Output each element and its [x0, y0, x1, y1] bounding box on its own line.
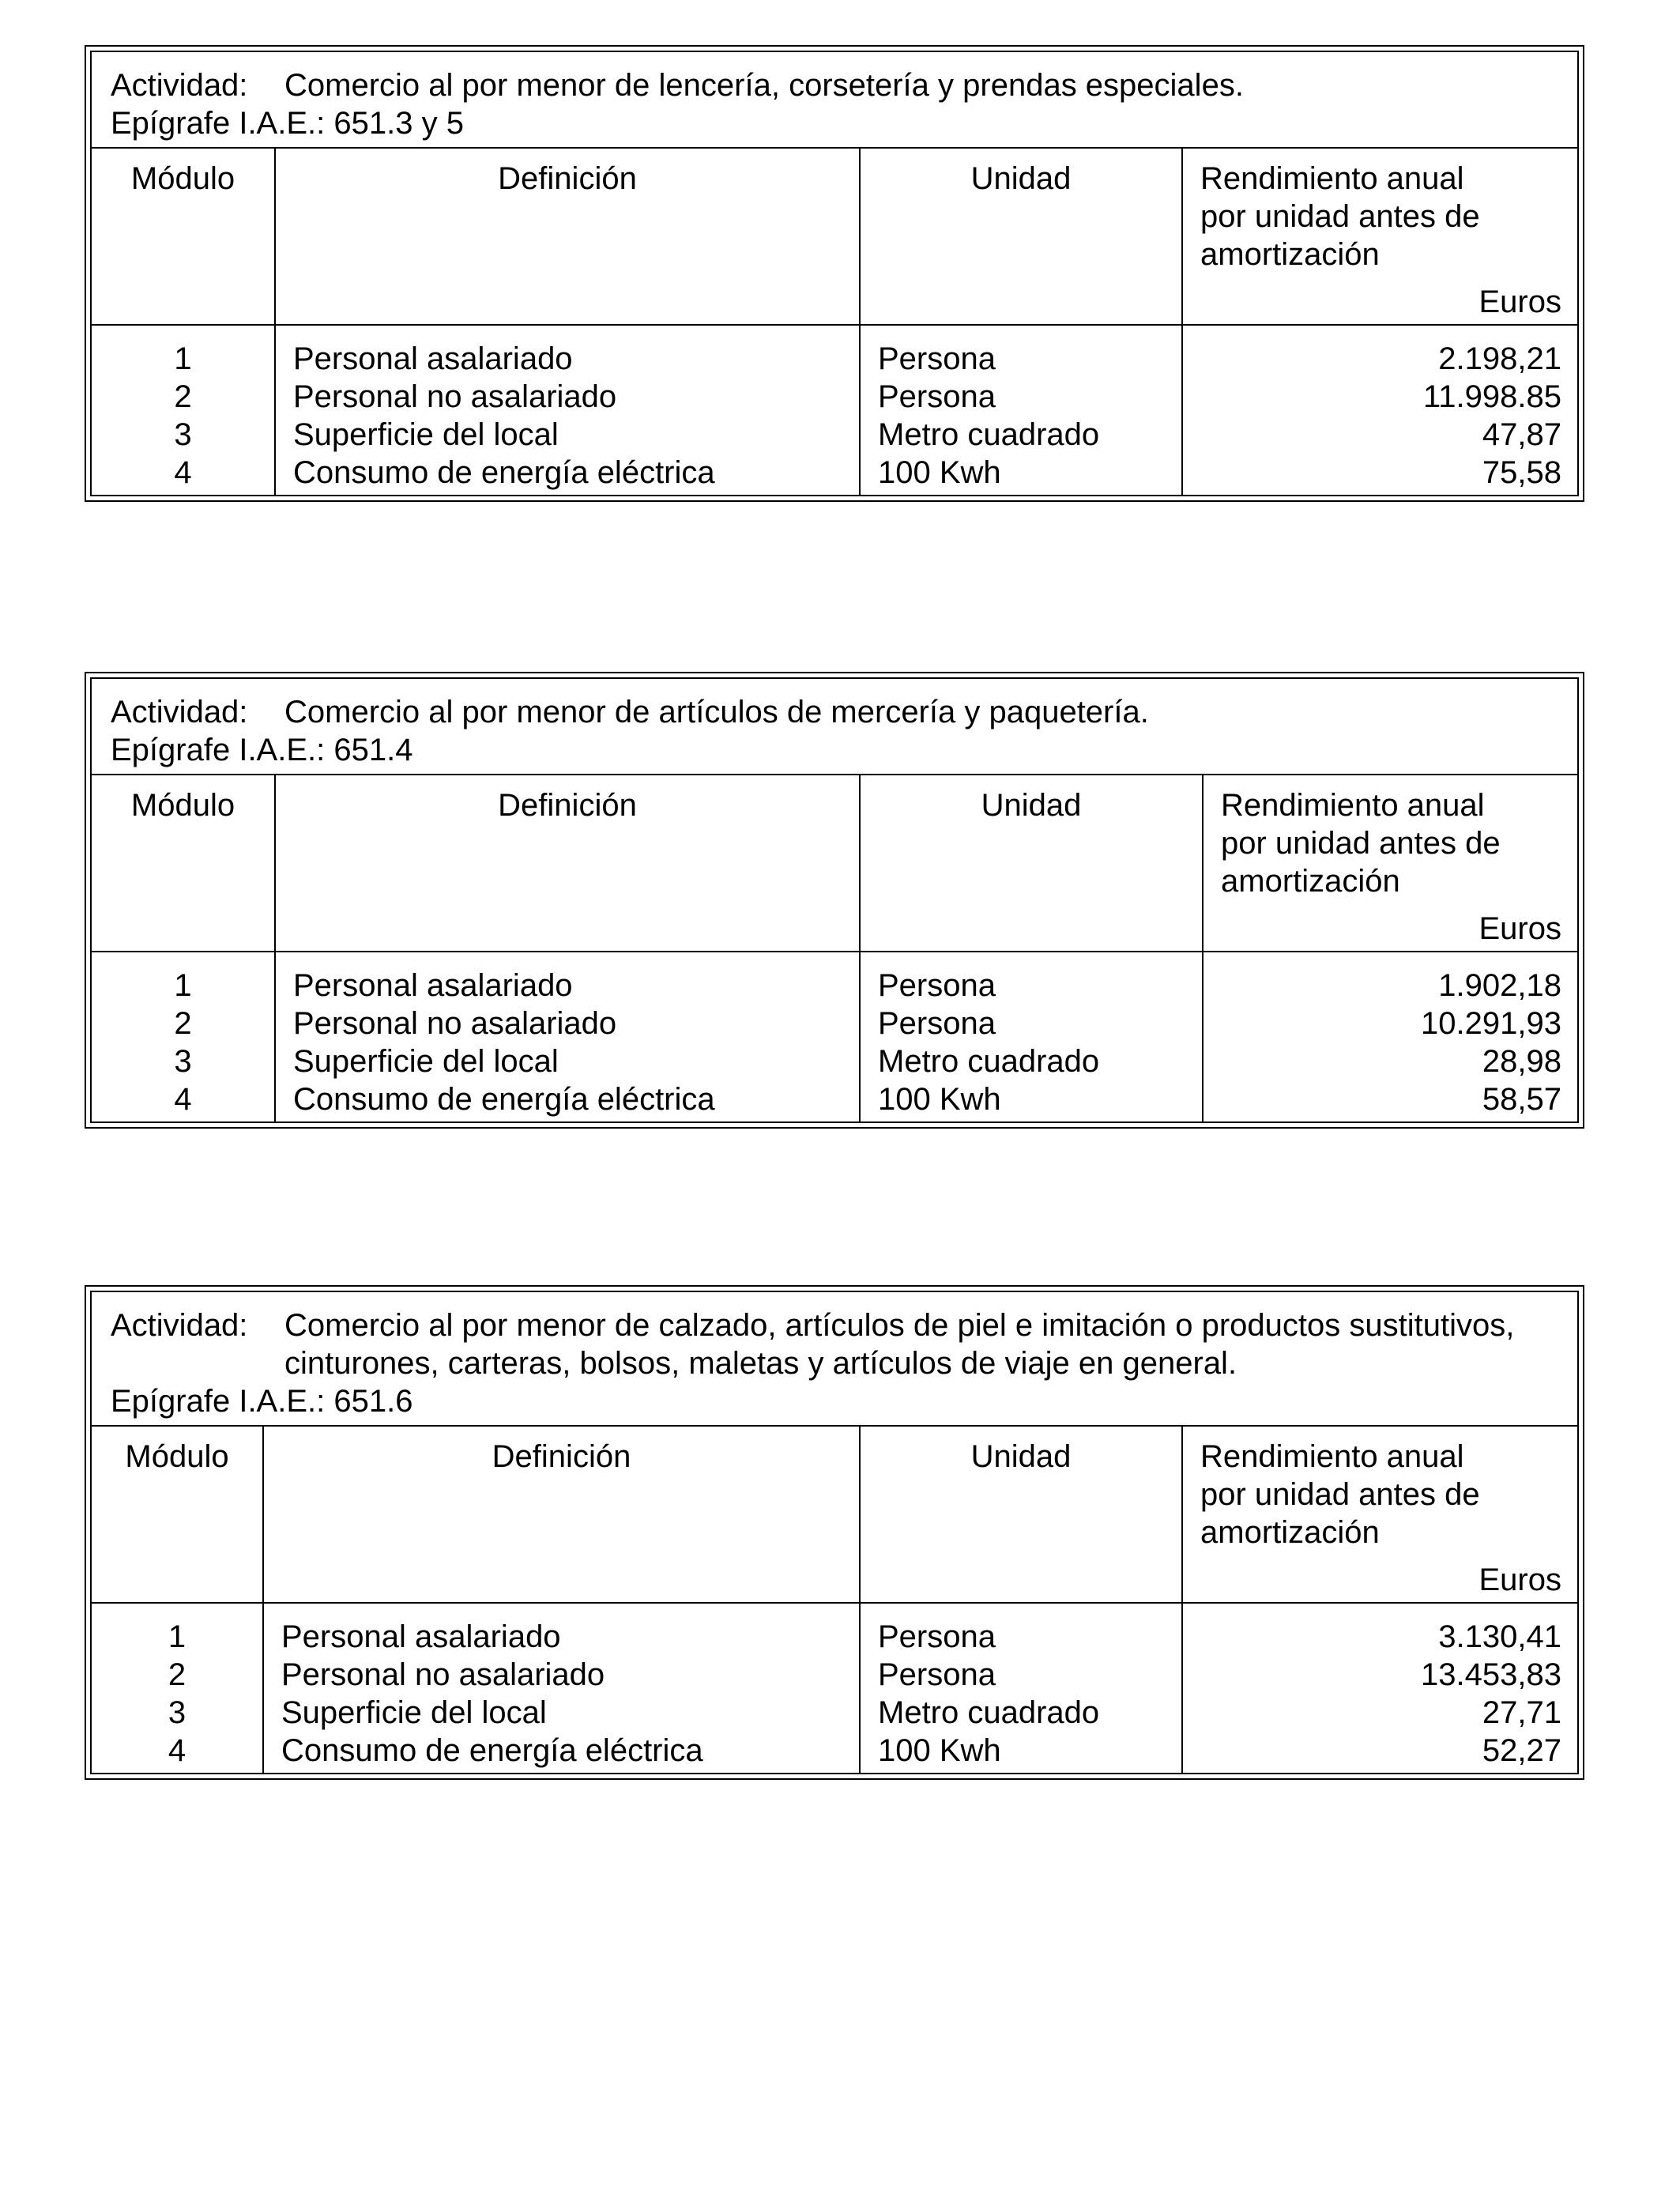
column-valor — [1183, 1604, 1577, 1773]
column-unidad — [861, 1604, 1183, 1773]
cell-modulo: 4 — [174, 1082, 192, 1117]
cell-unidad: Persona — [878, 1657, 996, 1692]
cell-definicion: Consumo de energía eléctrica — [293, 455, 715, 490]
header-modulo: Módulo — [92, 775, 276, 951]
column-unidad — [861, 326, 1183, 495]
cell-valor: 27,71 — [1482, 1695, 1561, 1730]
column-unidad — [861, 952, 1203, 1122]
cell-valor: 58,57 — [1482, 1082, 1561, 1117]
activity-line — [111, 1306, 1561, 1344]
header-rendimiento-line: amortización — [1221, 864, 1400, 899]
cell-modulo: 4 — [174, 455, 192, 490]
cell-modulo: 1 — [174, 341, 192, 376]
column-modulo — [92, 1604, 264, 1773]
activity-header — [92, 1292, 1577, 1427]
cell-definicion: Personal asalariado — [293, 968, 573, 1003]
cell-modulo: 1 — [168, 1619, 186, 1654]
cell-modulo: 3 — [174, 1044, 192, 1079]
header-euros: Euros — [1478, 285, 1561, 319]
cell-modulo: 2 — [174, 379, 192, 414]
activity-header — [92, 52, 1577, 149]
header-rendimiento-line: por unidad antes de — [1200, 199, 1480, 234]
cell-valor: 52,27 — [1482, 1733, 1561, 1768]
activity-table-inner — [90, 677, 1579, 1123]
cell-valor: 28,98 — [1482, 1044, 1561, 1079]
cell-definicion: Superficie del local — [293, 417, 559, 452]
activity-label — [111, 1344, 284, 1382]
table-body — [92, 1604, 1577, 1773]
cell-valor: 75,58 — [1482, 455, 1561, 490]
header-rendimiento-line: Rendimiento anual — [1221, 788, 1485, 823]
cell-valor: 13.453,83 — [1421, 1657, 1561, 1692]
cell-definicion: Personal asalariado — [293, 341, 573, 376]
activity-description: Comercio al por menor de calzado, artículos de piel e imitación o productos sustitutivos, — [284, 1308, 1515, 1343]
epigrafe: Epígrafe I.A.E.: 651.4 — [111, 733, 413, 767]
cell-unidad: Persona — [878, 341, 996, 376]
header-definicion: Definición — [276, 149, 861, 324]
cell-definicion: Personal asalariado — [281, 1619, 561, 1654]
activity-description: Comercio al por menor de artículos de mercería y paquetería. — [284, 695, 1149, 729]
cell-valor: 47,87 — [1482, 417, 1561, 452]
header-definicion: Definición — [264, 1427, 861, 1602]
cell-unidad: Metro cuadrado — [878, 1044, 1100, 1079]
cell-unidad: 100 Kwh — [878, 1733, 1001, 1768]
activity-table — [85, 672, 1584, 1129]
cell-definicion: Personal no asalariado — [293, 379, 617, 414]
header-rendimiento — [1203, 775, 1577, 951]
header-euros: Euros — [1478, 1563, 1561, 1597]
column-valor — [1183, 326, 1577, 495]
header-definicion: Definición — [276, 775, 861, 951]
cell-unidad: Persona — [878, 968, 996, 1003]
activity-line — [111, 66, 1561, 104]
cell-unidad: Persona — [878, 1619, 996, 1654]
epigrafe: Epígrafe I.A.E.: 651.3 y 5 — [111, 106, 464, 141]
header-euros: Euros — [1478, 911, 1561, 946]
activity-table — [85, 45, 1584, 502]
cell-unidad: Metro cuadrado — [878, 417, 1100, 452]
column-modulo — [92, 952, 276, 1122]
header-rendimiento-line: por unidad antes de — [1221, 826, 1501, 861]
cell-valor: 1.902,18 — [1438, 968, 1561, 1003]
cell-modulo: 4 — [168, 1733, 186, 1768]
cell-valor: 3.130,41 — [1438, 1619, 1561, 1654]
cell-valor: 11.998.85 — [1423, 379, 1561, 414]
activity-header — [92, 679, 1577, 775]
header-rendimiento-line: Rendimiento anual — [1200, 161, 1464, 196]
activity-table-inner — [90, 51, 1579, 496]
header-modulo: Módulo — [92, 149, 276, 324]
header-rendimiento-line: amortización — [1200, 237, 1380, 272]
column-definicion — [276, 952, 861, 1122]
activity-description: cinturones, carteras, bolsos, maletas y artículos de viaje en general. — [284, 1346, 1237, 1381]
cell-modulo: 2 — [168, 1657, 186, 1692]
cell-definicion: Personal no asalariado — [293, 1006, 617, 1041]
column-definicion — [276, 326, 861, 495]
header-unidad: Unidad — [861, 149, 1183, 324]
header-rendimiento-line: por unidad antes de — [1200, 1477, 1480, 1512]
column-headers — [92, 1427, 1577, 1604]
activity-table-inner — [90, 1291, 1579, 1774]
cell-definicion: Consumo de energía eléctrica — [293, 1082, 715, 1117]
column-headers — [92, 149, 1577, 326]
header-rendimiento — [1183, 149, 1577, 324]
header-unidad: Unidad — [861, 775, 1203, 951]
header-unidad: Unidad — [861, 1427, 1183, 1602]
header-rendimiento-line: Rendimiento anual — [1200, 1439, 1464, 1474]
activity-label: Actividad: — [111, 1308, 248, 1343]
cell-definicion: Personal no asalariado — [281, 1657, 605, 1692]
cell-unidad: 100 Kwh — [878, 455, 1001, 490]
header-rendimiento-line: amortización — [1200, 1515, 1380, 1550]
header-rendimiento — [1183, 1427, 1577, 1602]
activity-label: Actividad: — [111, 695, 248, 729]
cell-modulo: 1 — [174, 968, 192, 1003]
cell-unidad: 100 Kwh — [878, 1082, 1001, 1117]
epigrafe: Epígrafe I.A.E.: 651.6 — [111, 1384, 413, 1419]
cell-unidad: Metro cuadrado — [878, 1695, 1100, 1730]
cell-modulo: 3 — [168, 1695, 186, 1730]
column-definicion — [264, 1604, 861, 1773]
activity-line — [111, 693, 1561, 731]
cell-modulo: 3 — [174, 417, 192, 452]
cell-valor: 10.291,93 — [1421, 1006, 1561, 1041]
activity-table — [85, 1285, 1584, 1780]
cell-unidad: Persona — [878, 379, 996, 414]
cell-unidad: Persona — [878, 1006, 996, 1041]
activity-line — [111, 1344, 1561, 1382]
header-modulo: Módulo — [92, 1427, 264, 1602]
cell-definicion: Superficie del local — [293, 1044, 559, 1079]
column-modulo — [92, 326, 276, 495]
activity-description: Comercio al por menor de lencería, corsetería y prendas especiales. — [284, 68, 1244, 103]
column-headers — [92, 775, 1577, 952]
cell-definicion: Superficie del local — [281, 1695, 547, 1730]
table-body — [92, 326, 1577, 495]
cell-definicion: Consumo de energía eléctrica — [281, 1733, 703, 1768]
cell-valor: 2.198,21 — [1438, 341, 1561, 376]
cell-modulo: 2 — [174, 1006, 192, 1041]
activity-label: Actividad: — [111, 68, 248, 103]
table-body — [92, 952, 1577, 1122]
column-valor — [1203, 952, 1577, 1122]
